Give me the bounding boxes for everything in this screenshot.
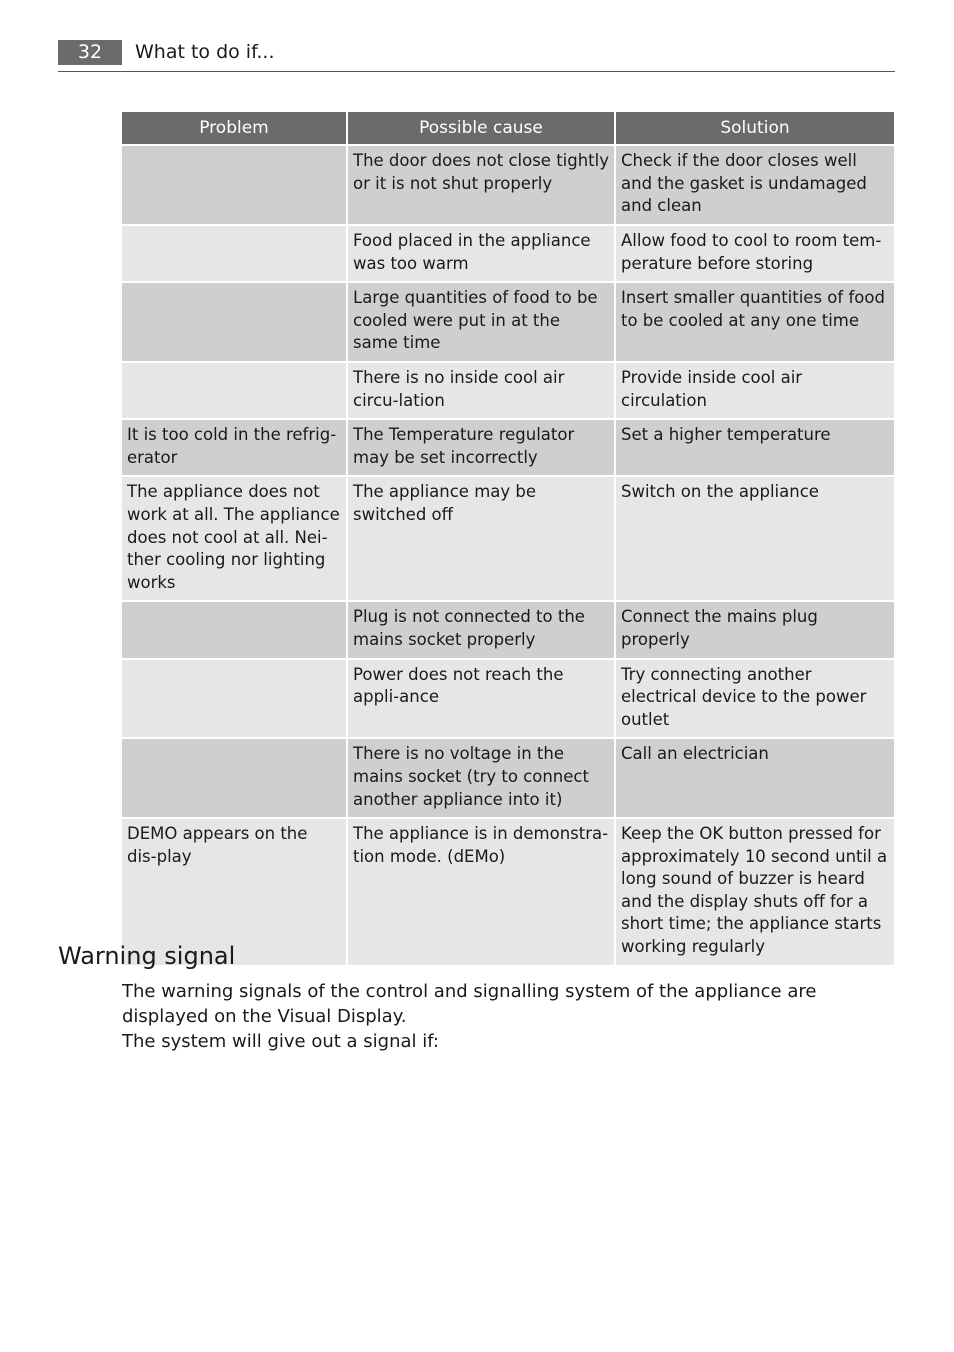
table-row	[122, 819, 894, 965]
table-row	[122, 739, 894, 817]
table-row	[122, 283, 894, 361]
warning-paragraph-2: The system will give out a signal if:	[122, 1031, 439, 1052]
solution-cell: Set a higher temperature	[616, 420, 894, 475]
table-row	[122, 146, 894, 224]
solution-cell: Allow food to cool to room tem-perature before storing	[616, 226, 894, 281]
cause-cell: The door does not close tightly or it is not shut properly	[348, 146, 614, 224]
troubleshooting-table	[120, 110, 896, 967]
page-header	[58, 40, 895, 72]
cause-cell: There is no inside cool air circu-lation	[348, 363, 614, 418]
cause-cell: The appliance may be switched off	[348, 477, 614, 600]
cause-cell: The appliance is in demonstra-tion mode. (dEMo)	[348, 819, 614, 965]
solution-cell: Keep the OK button pressed for approximately 10 second until a long sound of buzzer is heard and the display shuts off for a short time; the appliance starts working regularly	[616, 819, 894, 965]
table-row	[122, 363, 894, 418]
problem-cell	[122, 602, 346, 657]
section-title: What to do if...	[135, 41, 275, 63]
table-row	[122, 660, 894, 738]
warning-paragraph-1: The warning signals of the control and signalling system of the appliance are displayed on the Visual Display.	[122, 981, 817, 1027]
problem-cell: DEMO appears on the dis-play	[122, 819, 346, 965]
solution-cell: Connect the mains plug properly	[616, 602, 894, 657]
solution-cell: Call an electrician	[616, 739, 894, 817]
table-row	[122, 226, 894, 281]
table-row	[122, 602, 894, 657]
cause-cell: Plug is not connected to the mains socket properly	[348, 602, 614, 657]
problem-cell: It is too cold in the refrig-erator	[122, 420, 346, 475]
column-header-cause: Possible cause	[348, 112, 614, 144]
problem-cell	[122, 226, 346, 281]
problem-cell: The appliance does not work at all. The appliance does not cool at all. Nei-ther cooling nor lighting works	[122, 477, 346, 600]
solution-cell: Provide inside cool air circulation	[616, 363, 894, 418]
cause-cell: The Temperature regulator may be set incorrectly	[348, 420, 614, 475]
page-number: 32	[58, 40, 122, 65]
problem-cell	[122, 363, 346, 418]
cause-cell: Food placed in the appliance was too warm	[348, 226, 614, 281]
column-header-solution: Solution	[616, 112, 894, 144]
solution-cell: Try connecting another electrical device to the power outlet	[616, 660, 894, 738]
solution-cell: Insert smaller quantities of food to be cooled at any one time	[616, 283, 894, 361]
solution-cell: Switch on the appliance	[616, 477, 894, 600]
problem-cell	[122, 146, 346, 224]
warning-signal-text	[122, 979, 892, 1054]
problem-cell	[122, 283, 346, 361]
table-header-row	[122, 112, 894, 144]
solution-cell: Check if the door closes well and the gasket is undamaged and clean	[616, 146, 894, 224]
problem-cell	[122, 660, 346, 738]
problem-cell	[122, 739, 346, 817]
cause-cell: Power does not reach the appli-ance	[348, 660, 614, 738]
cause-cell: There is no voltage in the mains socket (try to connect another appliance into it)	[348, 739, 614, 817]
table-row	[122, 477, 894, 600]
warning-signal-heading: Warning signal	[58, 942, 236, 970]
table-row	[122, 420, 894, 475]
cause-cell: Large quantities of food to be cooled were put in at the same time	[348, 283, 614, 361]
column-header-problem: Problem	[122, 112, 346, 144]
